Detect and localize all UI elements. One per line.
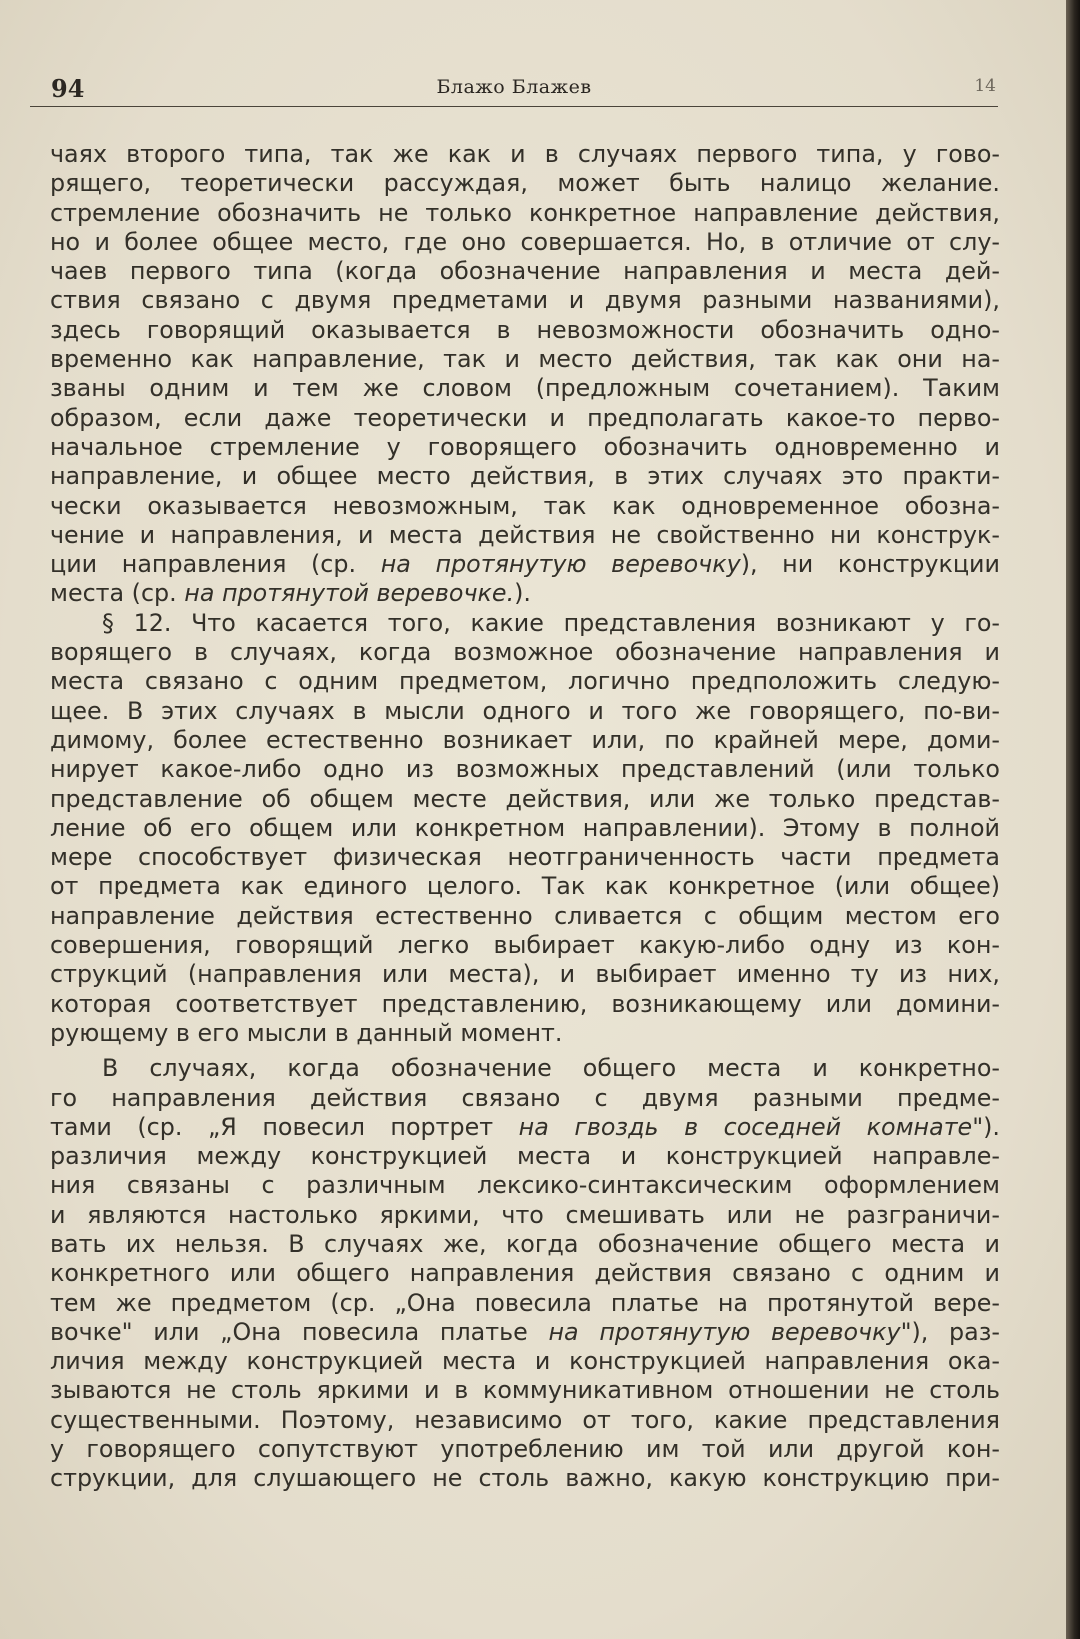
text-line: чаях второго типа, так же как и в случаях первого типа, у гово-: [50, 140, 1000, 168]
text-line: тем же предметом (ср. „Она повесила платье на протянутой вере-: [50, 1288, 1000, 1317]
text-line: начальное стремление у говорящего обозначить одновременно и: [50, 432, 1000, 461]
example-phrase: на протянутую веревочку: [548, 1317, 901, 1346]
text-line: у говорящего сопутствуют употреблению им той или другой кон-: [50, 1435, 1000, 1464]
example-phrase: на протянутую веревочку: [380, 550, 741, 579]
text-line: струкций (направления или места), и выбирает именно ту из них,: [50, 960, 1000, 989]
text-line: рящего, теоретически рассуждая, может быть налицо желание.: [50, 169, 1000, 198]
text-line: которая соответствует представлению, возникающему или домини-: [50, 989, 1000, 1018]
text-line: здесь говорящий оказывается в невозможности обозначить одно-: [50, 315, 1000, 344]
corner-mark: 14: [974, 76, 996, 96]
text-line: образом, если даже теоретически и предполагать какое-то перво-: [50, 403, 1000, 432]
text-line: ствия связано с двумя предметами и двумя разными названиями),: [50, 286, 1000, 315]
text-line: го направления действия связано с двумя разными предме-: [50, 1083, 1000, 1112]
text-line: существенными. Поэтому, независимо от того, какие представления: [50, 1405, 1000, 1434]
page-header: [30, 70, 998, 107]
text-line: и являются настолько яркими, что смешивать или не разграничи-: [50, 1200, 1000, 1229]
text-line: рующему в его мысли в данный момент.: [50, 1018, 563, 1047]
text-line: направление, и общее место действия, в этих случаях это практи-: [50, 462, 1000, 491]
body-text: [50, 140, 1000, 1494]
paragraph: [50, 609, 1000, 1048]
paragraph: [50, 140, 1000, 609]
text-line: личия между конструкцией места и конструкцией направления ока-: [50, 1347, 1000, 1376]
text-line: направление действия естественно сливается с общим местом его: [50, 901, 1000, 930]
text-line: ния связаны с различным лексико-синтаксическим оформлением: [50, 1171, 1000, 1200]
text-line: но и более общее место, где оно совершается. Но, в отличие от слу-: [50, 227, 1000, 256]
text-line: стремление обозначить не только конкретное направление действия,: [50, 198, 1000, 227]
text-line: нирует какое-либо одно из возможных представлений (или только: [50, 755, 1000, 784]
text-line: совершения, говорящий легко выбирает какую-либо одну из кон-: [50, 931, 1000, 960]
text-line: места связано с одним предметом, логично предположить следую-: [50, 667, 1000, 696]
text-line: ление об его общем или конкретном направлении). Этому в полной: [50, 813, 1000, 842]
text-line: вать их нельзя. В случаях же, когда обозначение общего места и: [50, 1229, 1000, 1258]
text-line: В случаях, когда обозначение общего места и конкретно-: [102, 1054, 1000, 1083]
example-phrase: на гвоздь в соседней комнате: [518, 1112, 973, 1141]
text-line: димому, более естественно возникает или, по крайней мере, доми-: [50, 725, 1000, 754]
text-line: представление об общем месте действия, или же только представ-: [50, 784, 1000, 813]
text-line: чение и направления, и места действия не свойственно ни конструк-: [50, 520, 1000, 549]
text-line: от предмета как единого целого. Так как конкретное (или общее): [50, 872, 1000, 901]
text-line: чески оказывается невозможным, так как одновременное обозна-: [50, 491, 1000, 520]
text-line: чаев первого типа (когда обозначение направления и места дей-: [50, 257, 1000, 286]
text-line: ции направления (ср. на протянутую веревочку), ни конструкции: [50, 550, 1000, 579]
book-edge: [1066, 0, 1080, 1639]
running-title: Блажо Блажев: [436, 76, 592, 98]
text-line: мере способствует физическая неотграниченность части предмета: [50, 843, 1000, 872]
text-line: ворящего в случаях, когда возможное обозначение направления и: [50, 638, 1000, 667]
text-line: зываются не столь яркими и в коммуникативном отношении не столь: [50, 1376, 1000, 1405]
page-number: 94: [51, 74, 85, 103]
text-line: щее. В этих случаях в мысли одного и того же говорящего, по-ви-: [50, 696, 1000, 725]
text-line: званы одним и тем же словом (предложным сочетанием). Таким: [50, 374, 1000, 403]
paragraph: [50, 1054, 1000, 1493]
text-line: места (ср. на протянутой веревочке.).: [50, 579, 531, 608]
text-line: различия между конструкцией места и конструкцией направле-: [50, 1142, 1000, 1171]
text-line: конкретного или общего направления действия связано с одним и: [50, 1259, 1000, 1288]
section-line: § 12. Что касается того, какие представления возникают у го-: [102, 608, 1000, 637]
example-phrase: на протянутой веревочке.: [184, 579, 515, 608]
text-line: временно как направление, так и место действия, так как они на-: [50, 345, 1000, 374]
text-line: тами (ср. „Я повесил портрет на гвоздь в соседней комнате").: [50, 1112, 1000, 1141]
text-line: вочке" или „Она повесила платье на протянутую веревочку"), раз-: [50, 1317, 1000, 1346]
text-line: струкции, для слушающего не столь важно, какую конструкцию при-: [50, 1464, 1000, 1493]
